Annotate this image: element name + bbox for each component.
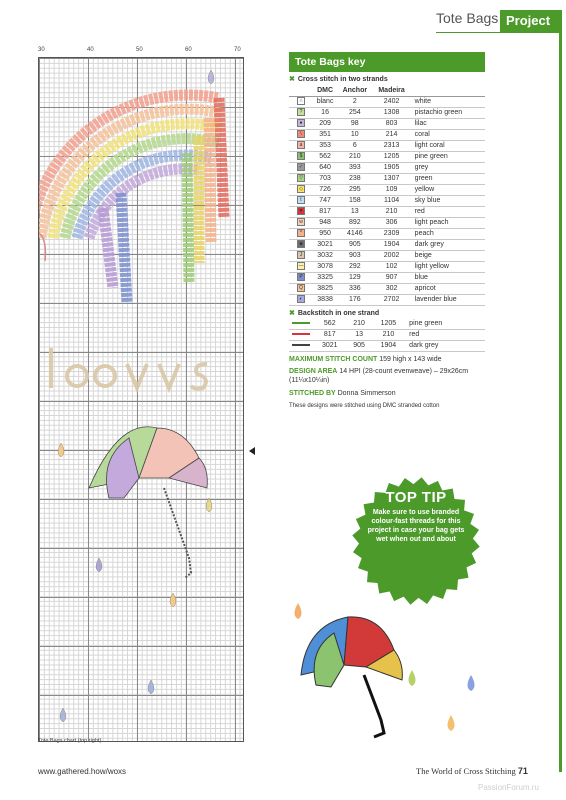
dmc-code: 747 bbox=[313, 195, 337, 206]
key-row bbox=[289, 239, 485, 250]
anchor-code: 158 bbox=[337, 195, 372, 206]
key-row bbox=[289, 118, 485, 129]
madeira-code: 2402 bbox=[372, 96, 410, 107]
col-name bbox=[411, 85, 485, 96]
thread-name: peach bbox=[411, 228, 485, 239]
thread-name: yellow bbox=[411, 184, 485, 195]
thread-name: dark grey bbox=[405, 340, 485, 351]
anchor-code: 4146 bbox=[337, 228, 372, 239]
madeira-code: 1205 bbox=[372, 151, 410, 162]
symbol-swatch: ^ bbox=[289, 228, 313, 239]
photo-raindrop bbox=[295, 603, 302, 619]
thread-key bbox=[289, 52, 485, 409]
anchor-code: 903 bbox=[337, 250, 372, 261]
photo-umbrella-shaft bbox=[364, 675, 384, 737]
dmc-code: 562 bbox=[313, 151, 337, 162]
thread-name: white bbox=[411, 96, 485, 107]
dmc-code: 703 bbox=[313, 173, 337, 184]
madeira-code: 2702 bbox=[372, 294, 410, 305]
madeira-code: 210 bbox=[372, 329, 406, 340]
anchor-code: 176 bbox=[337, 294, 372, 305]
thread-name: blue bbox=[411, 272, 485, 283]
backstitch-row bbox=[289, 329, 485, 340]
madeira-code: 2309 bbox=[372, 228, 410, 239]
key-row bbox=[289, 206, 485, 217]
col-label: 70 bbox=[234, 47, 241, 53]
raindrop bbox=[170, 593, 176, 607]
col-label: 30 bbox=[38, 47, 45, 53]
symbol-swatch: ◇ bbox=[289, 184, 313, 195]
cross-stitch-chart bbox=[38, 57, 244, 742]
madeira-code: 214 bbox=[372, 129, 410, 140]
thread-name: dark grey bbox=[411, 239, 485, 250]
dmc-code: 948 bbox=[313, 217, 337, 228]
symbol-swatch: ♥ bbox=[289, 206, 313, 217]
stitched-by: STITCHED BY Donna Simmerson bbox=[289, 389, 396, 397]
madeira-code: 1205 bbox=[372, 319, 406, 330]
key-row bbox=[289, 261, 485, 272]
header-rule bbox=[436, 32, 562, 33]
top-tip-badge bbox=[350, 475, 482, 607]
dmc-code: 726 bbox=[313, 184, 337, 195]
symbol-swatch: J bbox=[289, 250, 313, 261]
key-row bbox=[289, 195, 485, 206]
photo-raindrop bbox=[468, 675, 475, 691]
anchor-code: 98 bbox=[337, 118, 372, 129]
backstitch-table bbox=[289, 319, 485, 352]
thread-name: light coral bbox=[411, 140, 485, 151]
anchor-code: 292 bbox=[337, 261, 372, 272]
madeira-code: 1104 bbox=[372, 195, 410, 206]
anchor-code: 295 bbox=[337, 184, 372, 195]
cross-stitch-table bbox=[289, 85, 485, 306]
max-stitch-count: MAXIMUM STITCH COUNT 159 high x 143 wide bbox=[289, 355, 442, 363]
symbol-swatch: \ bbox=[289, 129, 313, 140]
umbrella-shaft bbox=[164, 488, 191, 578]
thread-name: sky blue bbox=[411, 195, 485, 206]
rainbow-tail-peach bbox=[209, 118, 211, 243]
col-madeira: Madeira bbox=[372, 85, 410, 96]
chart-centre-arrow bbox=[249, 447, 255, 455]
dmc-code: 3021 bbox=[313, 340, 347, 351]
symbol-swatch: a bbox=[289, 140, 313, 151]
dmc-code: 3078 bbox=[313, 261, 337, 272]
symbol-swatch: ■ bbox=[289, 239, 313, 250]
anchor-code: 6 bbox=[337, 140, 372, 151]
key-row bbox=[289, 96, 485, 107]
thread-name: beige bbox=[411, 250, 485, 261]
thread-note: These designs were stitched using DMC stranded cotton bbox=[289, 402, 440, 409]
anchor-code: 905 bbox=[337, 239, 372, 250]
madeira-code: 1308 bbox=[372, 107, 410, 118]
madeira-code: 302 bbox=[372, 283, 410, 294]
anchor-code: 336 bbox=[337, 283, 372, 294]
key-row bbox=[289, 228, 485, 239]
design-area: DESIGN AREA 14 HPI (28-count evenweave) – 29x26cm (11¼x10¼in) bbox=[289, 367, 469, 384]
page-number: 71 bbox=[517, 766, 528, 776]
col-label: 40 bbox=[87, 47, 94, 53]
symbol-swatch: — bbox=[289, 261, 313, 272]
key-row bbox=[289, 272, 485, 283]
symbol-swatch: t bbox=[289, 195, 313, 206]
chart-umbrella bbox=[89, 427, 207, 578]
madeira-code: 1307 bbox=[372, 173, 410, 184]
line-swatch bbox=[289, 340, 313, 351]
madeira-code: 907 bbox=[372, 272, 410, 283]
anchor-code: 2 bbox=[337, 96, 372, 107]
symbol-swatch: ✓ bbox=[289, 162, 313, 173]
col-dmc: DMC bbox=[313, 85, 337, 96]
anchor-code: 13 bbox=[337, 206, 372, 217]
anchor-code: 13 bbox=[347, 329, 372, 340]
thread-name: light yellow bbox=[411, 261, 485, 272]
madeira-code: 306 bbox=[372, 217, 410, 228]
dmc-code: 3825 bbox=[313, 283, 337, 294]
key-row bbox=[289, 140, 485, 151]
madeira-code: 803 bbox=[372, 118, 410, 129]
chart-letter bbox=[159, 364, 179, 388]
key-row bbox=[289, 250, 485, 261]
backstitch-heading: ✖ Backstitch in one strand bbox=[289, 309, 380, 317]
raindrop bbox=[208, 70, 214, 84]
chart-letter bbox=[67, 366, 87, 386]
thread-name: lavender blue bbox=[411, 294, 485, 305]
line-swatch bbox=[289, 329, 313, 340]
madeira-code: 102 bbox=[372, 261, 410, 272]
symbol-swatch: ● bbox=[289, 118, 313, 129]
symbol-swatch: ∩ bbox=[289, 96, 313, 107]
chart-column-labels bbox=[38, 47, 248, 57]
rainbow-tail-coral bbox=[219, 98, 224, 218]
photo-raindrop bbox=[448, 715, 455, 731]
key-row bbox=[289, 217, 485, 228]
anchor-code: 210 bbox=[347, 319, 372, 330]
thread-name: grey bbox=[411, 162, 485, 173]
thread-name: green bbox=[411, 173, 485, 184]
thread-name: light peach bbox=[411, 217, 485, 228]
dmc-code: 640 bbox=[313, 162, 337, 173]
chart-letter bbox=[127, 364, 147, 388]
photo-raindrop bbox=[409, 670, 416, 686]
top-tip-body: Make sure to use branded colour-fast threads for this project in case your bag gets wet when out and about bbox=[367, 509, 465, 543]
anchor-code: 129 bbox=[337, 272, 372, 283]
anchor-code: 210 bbox=[337, 151, 372, 162]
rainbow-tail-blue bbox=[121, 193, 127, 303]
key-row bbox=[289, 107, 485, 118]
key-title: Tote Bags key bbox=[289, 52, 485, 72]
raindrop bbox=[60, 708, 66, 722]
madeira-code: 2313 bbox=[372, 140, 410, 151]
watermark: PassionForum.ru bbox=[478, 783, 539, 792]
cross-icon: ✖ bbox=[289, 76, 295, 83]
anchor-code: 254 bbox=[337, 107, 372, 118]
thread-name: apricot bbox=[411, 283, 485, 294]
rainbow-tail-lilac bbox=[103, 208, 113, 288]
chart-caption: Tote Bags chart (top right) bbox=[38, 738, 102, 744]
chart-letter bbox=[95, 366, 115, 386]
dmc-code: 3021 bbox=[313, 239, 337, 250]
key-row bbox=[289, 162, 485, 173]
dmc-code: 817 bbox=[313, 206, 337, 217]
dmc-code: 562 bbox=[313, 319, 347, 330]
section-tab: Project bbox=[500, 10, 562, 32]
thread-name: coral bbox=[411, 129, 485, 140]
thread-name: pine green bbox=[411, 151, 485, 162]
symbol-swatch: Q bbox=[289, 283, 313, 294]
col-label: 50 bbox=[136, 47, 143, 53]
dmc-code: 3032 bbox=[313, 250, 337, 261]
chart-letter bbox=[191, 364, 207, 389]
raindrop bbox=[148, 680, 154, 694]
symbol-swatch: w bbox=[289, 217, 313, 228]
dmc-code: 209 bbox=[313, 118, 337, 129]
anchor-code: 238 bbox=[337, 173, 372, 184]
dmc-code: 950 bbox=[313, 228, 337, 239]
key-row bbox=[289, 151, 485, 162]
key-row bbox=[289, 294, 485, 305]
key-row bbox=[289, 283, 485, 294]
thread-name: pistachio green bbox=[411, 107, 485, 118]
edge-stripe bbox=[559, 32, 562, 772]
raindrop bbox=[96, 558, 102, 572]
col-symbol bbox=[289, 85, 313, 96]
anchor-code: 892 bbox=[337, 217, 372, 228]
dmc-code: 3325 bbox=[313, 272, 337, 283]
madeira-code: 1905 bbox=[372, 162, 410, 173]
backstitch-row bbox=[289, 340, 485, 351]
thread-name: lilac bbox=[411, 118, 485, 129]
cross-icon: ✖ bbox=[289, 309, 295, 317]
thread-name: pine green bbox=[405, 319, 485, 330]
thread-name: red bbox=[405, 329, 485, 340]
symbol-swatch: ▽ bbox=[289, 173, 313, 184]
dmc-code: 351 bbox=[313, 129, 337, 140]
madeira-code: 2002 bbox=[372, 250, 410, 261]
symbol-swatch: P bbox=[289, 272, 313, 283]
chart-motifs bbox=[39, 58, 244, 742]
key-row bbox=[289, 129, 485, 140]
madeira-code: 1904 bbox=[372, 340, 406, 351]
dmc-code: 3838 bbox=[313, 294, 337, 305]
madeira-code: 210 bbox=[372, 206, 410, 217]
line-swatch bbox=[289, 319, 313, 330]
col-anchor: Anchor bbox=[337, 85, 372, 96]
footer-url[interactable]: www.gathered.how/woxs bbox=[38, 767, 127, 776]
footer-magazine: The World of Cross Stitching 71 bbox=[416, 766, 528, 776]
anchor-code: 905 bbox=[347, 340, 372, 351]
anchor-code: 10 bbox=[337, 129, 372, 140]
dmc-code: blanc bbox=[313, 96, 337, 107]
stitched-umbrella-photo bbox=[286, 595, 486, 745]
symbol-swatch: ◐ bbox=[289, 294, 313, 305]
col-label: 60 bbox=[185, 47, 192, 53]
dmc-code: 16 bbox=[313, 107, 337, 118]
dmc-code: 817 bbox=[313, 329, 347, 340]
section-title: Tote Bags bbox=[436, 10, 499, 26]
raindrop bbox=[206, 498, 212, 512]
cross-stitch-heading: ✖ Cross stitch in two strands bbox=[289, 76, 388, 83]
top-tip-title: TOP TIP bbox=[385, 489, 447, 506]
anchor-code: 393 bbox=[337, 162, 372, 173]
madeira-code: 1904 bbox=[372, 239, 410, 250]
thread-name: red bbox=[411, 206, 485, 217]
symbol-swatch: ? bbox=[289, 107, 313, 118]
madeira-code: 109 bbox=[372, 184, 410, 195]
symbol-swatch: $ bbox=[289, 151, 313, 162]
raindrop bbox=[58, 443, 64, 457]
backstitch-row bbox=[289, 319, 485, 330]
key-row bbox=[289, 184, 485, 195]
dmc-code: 353 bbox=[313, 140, 337, 151]
key-row bbox=[289, 173, 485, 184]
